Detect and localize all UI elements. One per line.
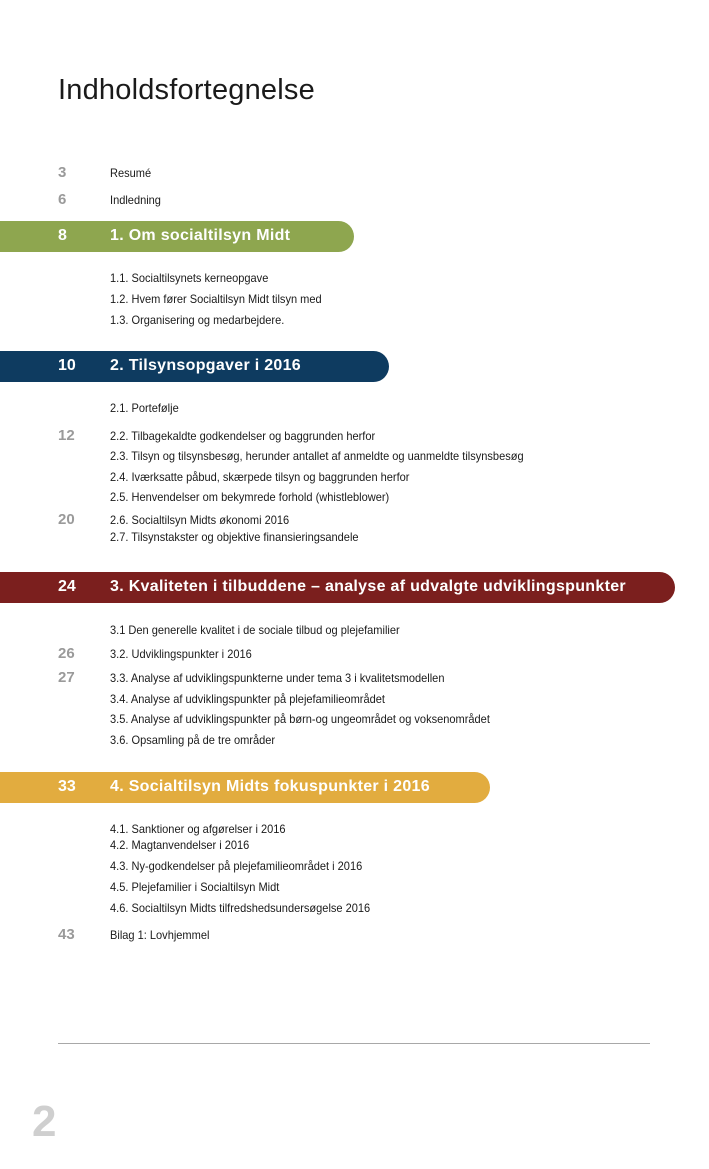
folio-page-number: 2 xyxy=(32,1097,57,1146)
toc-entry[interactable]: 1.3. Organisering og medarbejdere. xyxy=(110,313,285,327)
toc-entry[interactable]: 3.2. Udviklingspunkter i 2016 xyxy=(110,647,252,661)
toc-entry[interactable]: 1.1. Socialtilsynets kerneopgave xyxy=(110,271,269,285)
toc-entry[interactable]: 3.6. Opsamling på de tre områder xyxy=(110,733,276,747)
page-number-indledning: 6 xyxy=(58,191,67,208)
section-page-number: 8 xyxy=(58,227,67,244)
toc-entry[interactable]: 3.5. Analyse af udviklingspunkter på børn-og ungeområdet og voksenområdet xyxy=(110,712,490,726)
section-page-number: 24 xyxy=(58,578,76,595)
section-header-4[interactable] xyxy=(0,772,490,803)
page-number: 12 xyxy=(58,427,75,444)
section-title: 4. Socialtilsyn Midts fokuspunkter i 2016 xyxy=(110,778,430,795)
toc-entry[interactable]: 2.6. Socialtilsyn Midts økonomi 2016 xyxy=(110,513,290,527)
page-number: 26 xyxy=(58,645,75,662)
page-title: Indholdsfortegnelse xyxy=(58,74,315,106)
toc-entry-indledning[interactable]: Indledning xyxy=(110,193,161,207)
section-header-3[interactable] xyxy=(0,572,675,603)
toc-entry[interactable]: 2.1. Portefølje xyxy=(110,401,179,415)
section-title: 1. Om socialtilsyn Midt xyxy=(110,227,291,244)
section-title: 2. Tilsynsopgaver i 2016 xyxy=(110,357,302,374)
toc-entry[interactable]: 3.1 Den generelle kvalitet i de sociale tilbud og plejefamilier xyxy=(110,623,400,637)
toc-entry[interactable]: 3.4. Analyse af udviklingspunkter på plejefamilieområdet xyxy=(110,692,385,706)
page-number-resume: 3 xyxy=(58,164,67,181)
section-header-1[interactable] xyxy=(0,221,354,252)
footer-divider xyxy=(58,1043,650,1044)
toc-entry[interactable]: 1.2. Hvem fører Socialtilsyn Midt tilsyn med xyxy=(110,292,322,306)
toc-entry[interactable]: 4.6. Socialtilsyn Midts tilfredshedsundersøgelse 2016 xyxy=(110,901,371,915)
toc-entry[interactable]: 3.3. Analyse af udviklingspunkterne under tema 3 i kvalitetsmodellen xyxy=(110,671,445,685)
toc-entry[interactable]: 2.4. Iværksatte påbud, skærpede tilsyn og baggrunden herfor xyxy=(110,470,410,484)
toc-entry-resume[interactable]: Resumé xyxy=(110,166,152,180)
toc-entry-bilag[interactable]: Bilag 1: Lovhjemmel xyxy=(110,928,210,942)
toc-entry[interactable]: 2.5. Henvendelser om bekymrede forhold (whistleblower) xyxy=(110,490,390,504)
section-page-number: 33 xyxy=(58,778,76,795)
page-number: 20 xyxy=(58,511,75,528)
section-header-2[interactable] xyxy=(0,351,389,382)
page-number: 43 xyxy=(58,926,75,943)
toc-entry[interactable]: 4.2. Magtanvendelser i 2016 xyxy=(110,838,250,852)
section-page-number: 10 xyxy=(58,357,76,374)
page-number: 27 xyxy=(58,669,75,686)
toc-entry[interactable]: 4.3. Ny-godkendelser på plejefamilieområdet i 2016 xyxy=(110,859,363,873)
toc-entry[interactable]: 2.3. Tilsyn og tilsynsbesøg, herunder antallet af anmeldte og uanmeldte tilsynsbesøg xyxy=(110,449,524,463)
toc-entry[interactable]: 4.5. Plejefamilier i Socialtilsyn Midt xyxy=(110,880,280,894)
toc-entry[interactable]: 2.7. Tilsynstakster og objektive finansieringsandele xyxy=(110,530,359,544)
section-title: 3. Kvaliteten i tilbuddene – analyse af udvalgte udviklingspunkter xyxy=(110,578,626,595)
toc-entry[interactable]: 2.2. Tilbagekaldte godkendelser og baggrunden herfor xyxy=(110,429,376,443)
toc-entry[interactable]: 4.1. Sanktioner og afgørelser i 2016 xyxy=(110,822,286,836)
